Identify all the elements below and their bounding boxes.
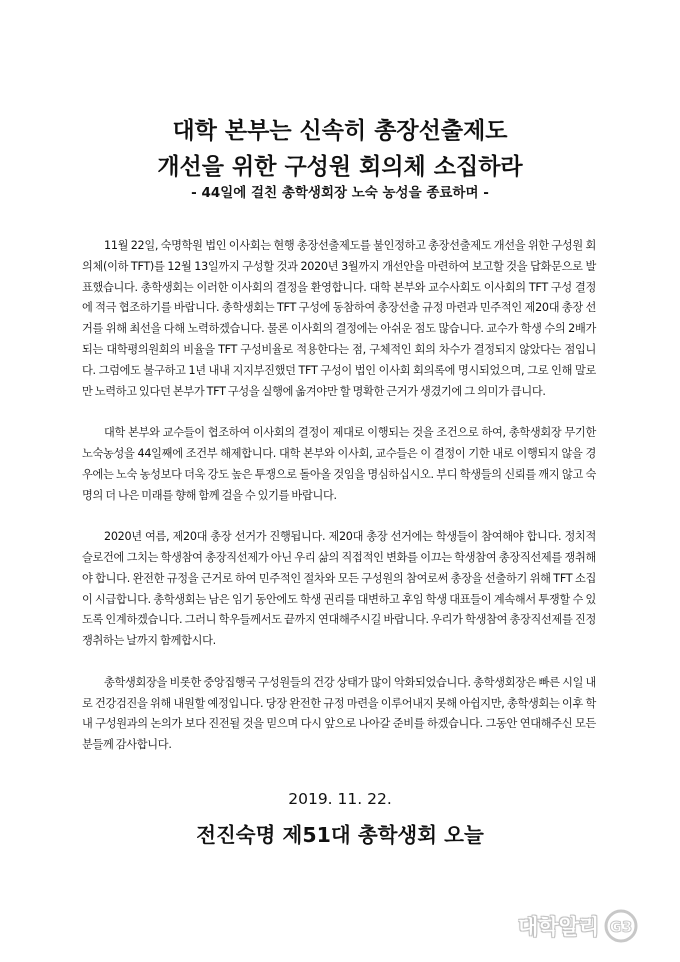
paragraph: 2020년 여름, 제20대 총장 선거가 진행됩니다. 제20대 총장 선거에는 학생들이 참여해야 합니다. 정치적 슬로건에 그치는 학생참여 총장직선제가 아닌 우리 삶의 직접적인 변화를 이끄는 학생참여 총장직선제를 쟁취해야 합니다. 완전한 규정을 근거로 하여 민주적인 절차와 모든 구성원의 참여로써 총장을 선출하기 위해 TFT 소집이 시급합니다. 총학생회는 남은 임기 동안에도 학생 권리를 대변하고 후임 학생 대표들이 계속해서 투쟁할 수 있도록 인계하겠습니다. 그러니 학우들께서도 끝까지 연대해주시길 바랍니다. 우리가 학생참여 총장직선제를 진정 쟁취하는 날까지 함께합시다. [82,530,596,648]
statement-body [82,236,596,777]
watermark [518,905,668,947]
paragraph: 11월 22일, 숙명학원 법인 이사회는 현행 총장선출제도를 불인정하고 총장선출제도 개선을 위한 구성원 회의체(이하 TFT)를 12월 13일까지 구성할 것과 2020년 3월까지 개선안을 마련하여 보고할 것을 답화문으로 발표했습니다. 총학생회는 이러한 이사회의 결정을 환영합니다. 대학 본부와 교수사회도 이사회의 TFT 구성 결정에 적극 협조하기를 바랍니다. 총학생회는 TFT 구성에 동참하여 총장선출 규정 마련과 민주적인 제20대 총장 선거를 위해 최선을 다해 노력하겠습니다. 물론 이사회의 결정에는 아쉬운 점도 많습니다. 교수가 학생 수의 2배가 되는 대학평의원회의 비율을 TFT 구성비율로 적용한다는 점, 구체적인 회의 차수가 결정되지 않았다는 점입니다. 그럼에도 불구하고 1년 내내 지지부진했던 TFT 구성이 법인 이사회 회의록에 명시되었으며, 그로 인해 말로만 노력하고 있다던 본부가 TFT 구성을 실행에 옮겨야만 할 명확한 근거가 생겼기에 그 의미가 큽니다. [82,239,596,398]
g3-logo-icon [603,908,639,944]
signer: 전진숙명 제51대 총학생회 오늘 [196,823,484,847]
issue-date: 2019. 11. 22. [288,790,392,808]
title-line-1: 대학 본부는 신속히 총장선출제도 [172,118,508,144]
title-line-2: 개선을 위한 구성원 회의체 소집하라 [157,154,523,180]
paragraph: 총학생회장을 비롯한 중앙집행국 구성원들의 건강 상태가 많이 악화되었습니다. 총학생회장은 빠른 시일 내로 건강검진을 위해 내원할 예정입니다. 당장 완전한 규정 마련을 이루어내지 못해 아쉽지만, 총학생회는 이후 학내 구성원과의 논의가 보다 진전될 것을 믿으며 다시 앞으로 나아갈 준비를 하겠습니다. 그동안 연대해주신 모든 분들께 감사합니다. [82,675,596,752]
subtitle: - 44일에 걸친 총학생회장 노숙 농성을 종료하며 - [191,185,489,201]
watermark-text: 대학알리 [518,915,600,939]
watermark-logo-text: G3 [609,918,633,936]
paragraph: 대학 본부와 교수들이 협조하여 이사회의 결정이 제대로 이행되는 것을 조건으로 하여, 총학생회장 무기한 노숙농성을 44일째에 조건부 해제합니다. 대학 본부와 이사회, 교수들은 이 결정이 기한 내로 이행되지 않을 경우에는 노숙 농성보다 더욱 강도 높은 투쟁으로 돌아올 것임을 명심하십시오. 부디 학생들의 신뢰를 깨지 않고 숙명의 더 나은 미래를 향해 함께 걸을 수 있기를 바랍니다. [82,426,596,502]
